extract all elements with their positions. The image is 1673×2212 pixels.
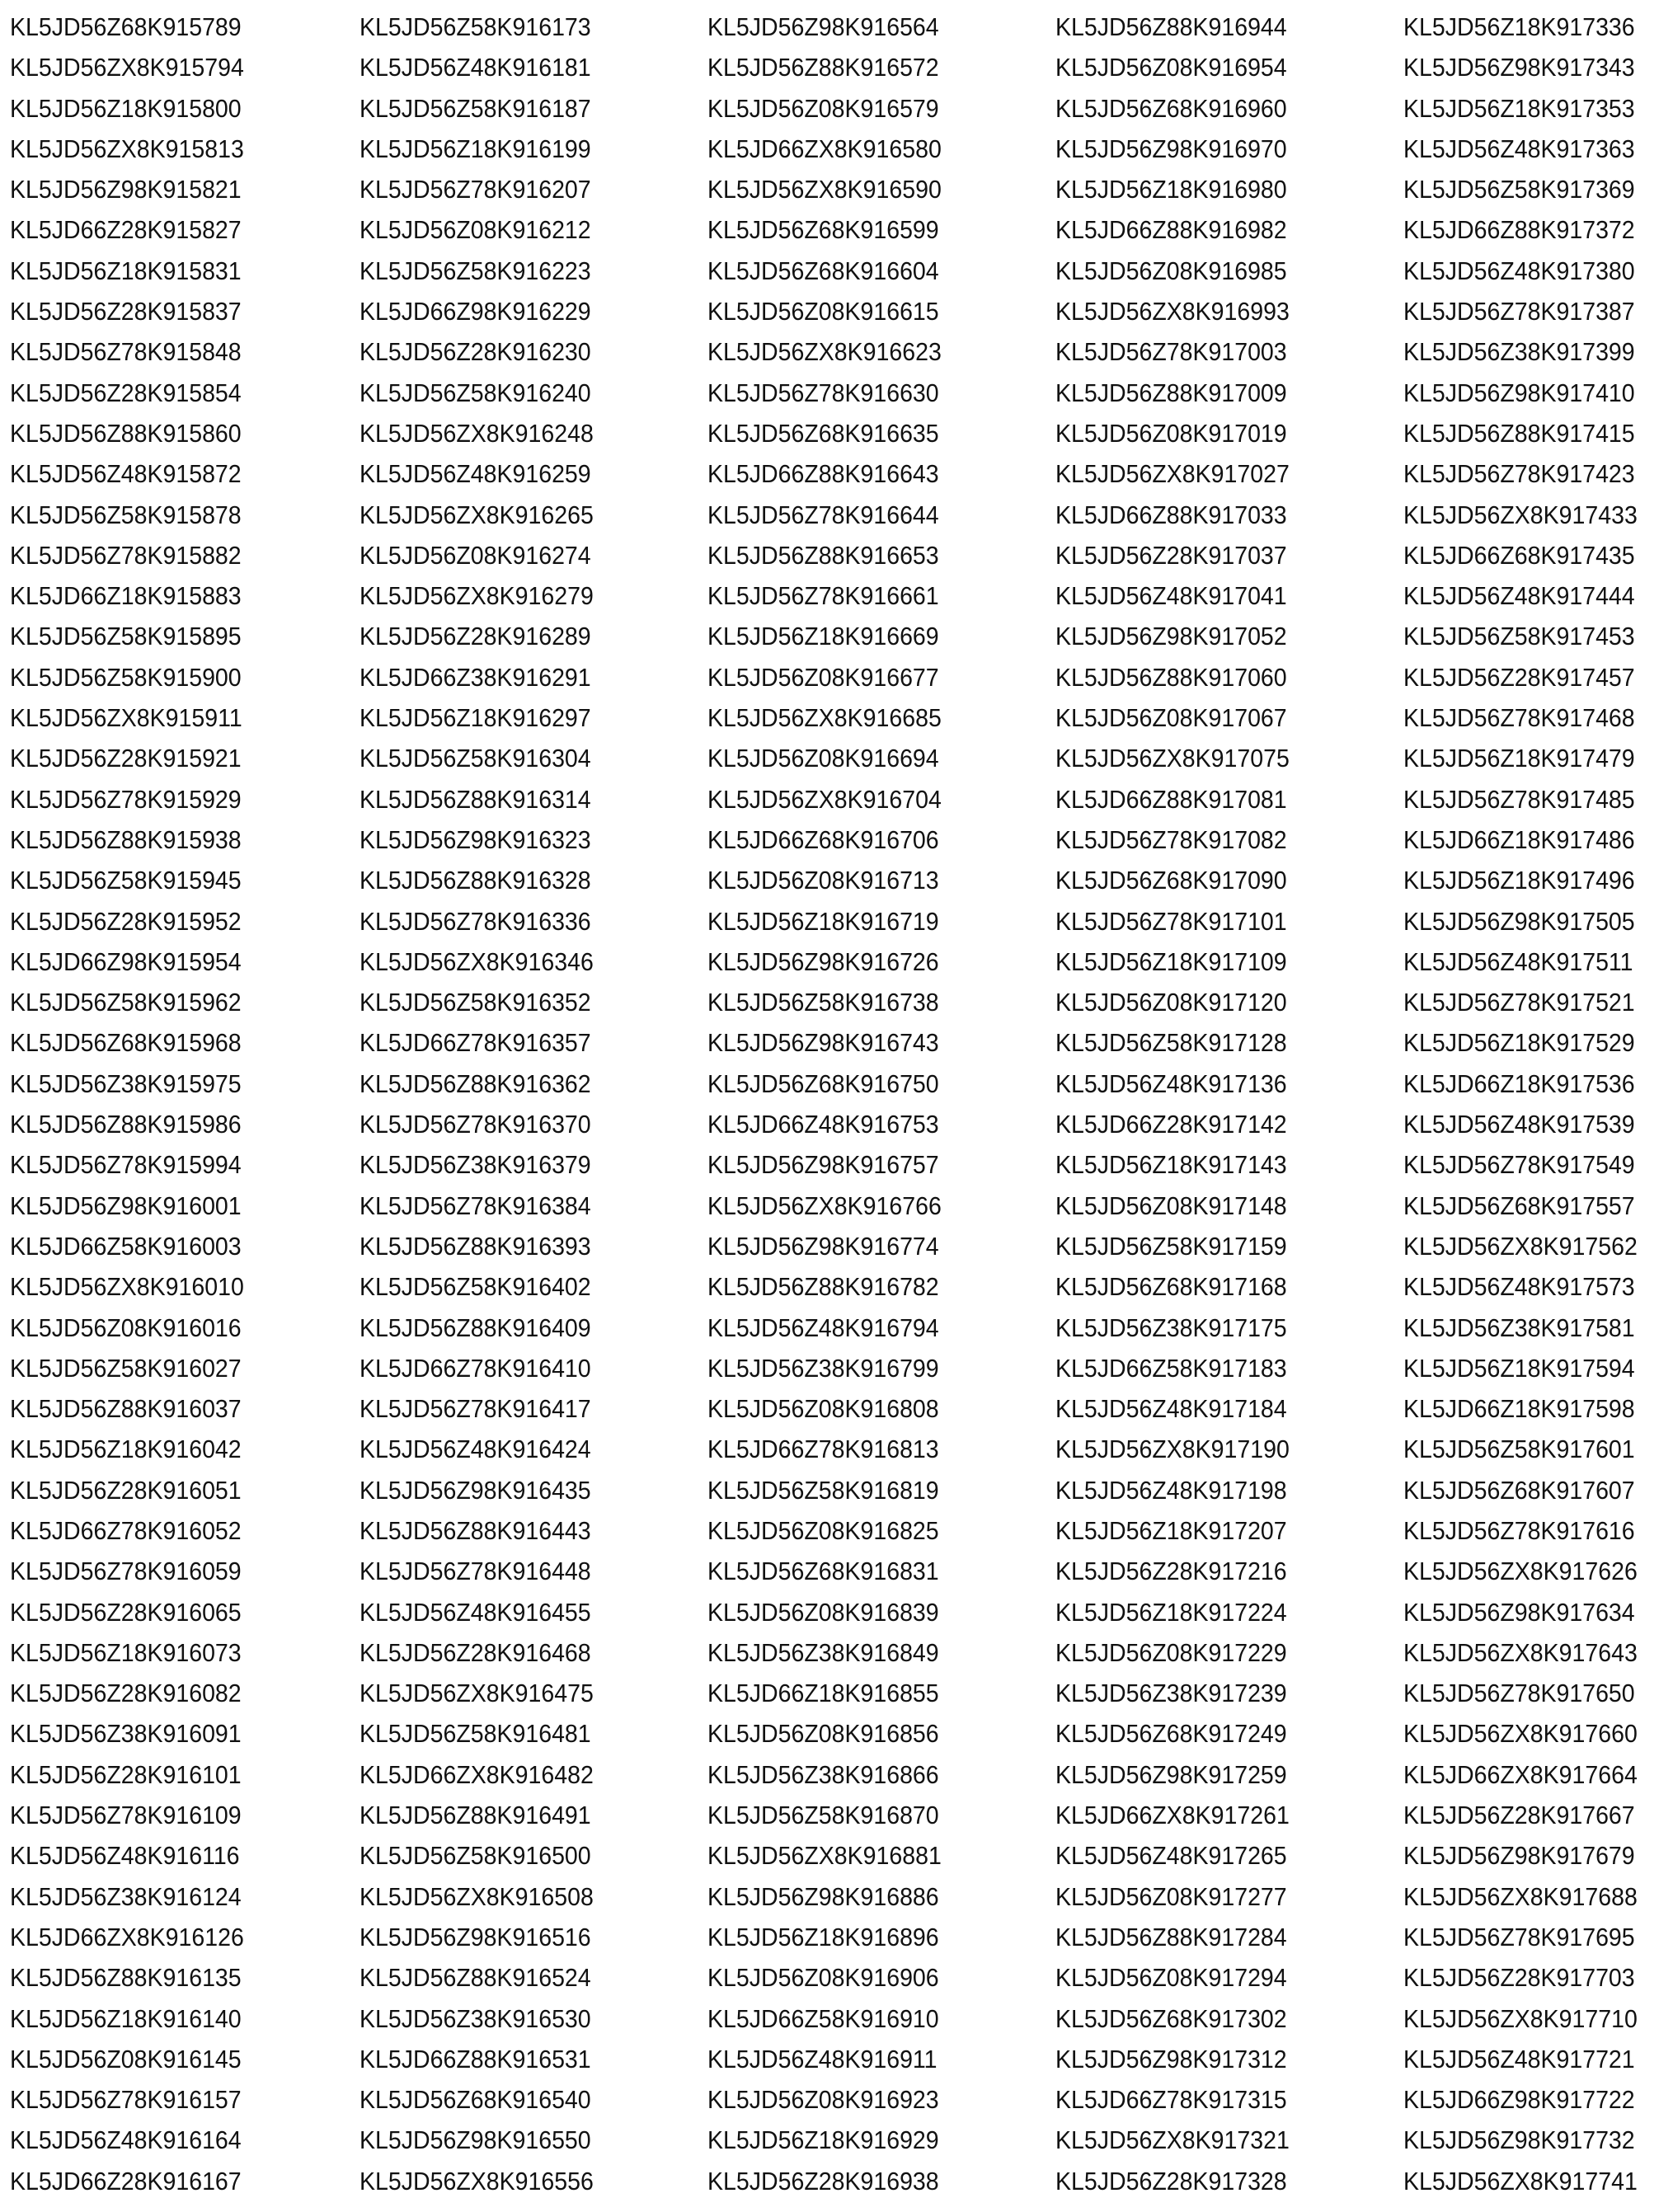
- vin-entry: KL5JD56ZX8K916685: [707, 703, 942, 733]
- vin-entry: KL5JD56Z98K917343: [1403, 53, 1635, 82]
- vin-entry: KL5JD56Z18K916297: [360, 703, 591, 733]
- vin-entry: KL5JD56Z78K917101: [1055, 906, 1287, 936]
- vin-entry: KL5JD66Z68K917435: [1403, 540, 1635, 570]
- vin-entry: KL5JD56Z68K917090: [1055, 866, 1287, 895]
- vin-entry: KL5JD56Z38K916799: [707, 1353, 939, 1383]
- vin-entry: KL5JD56Z78K916157: [10, 2085, 242, 2115]
- vin-entry: KL5JD56Z58K916027: [10, 1353, 242, 1383]
- vin-entry: KL5JD56Z48K917380: [1403, 256, 1635, 285]
- vin-entry: KL5JD56Z08K916694: [707, 744, 939, 773]
- vin-entry: KL5JD56Z08K916923: [707, 2085, 939, 2115]
- vin-entry: KL5JD56Z68K916604: [707, 256, 939, 285]
- vin-entry: KL5JD56Z88K916524: [360, 1963, 591, 1993]
- vin-entry: KL5JD56Z28K917216: [1055, 1557, 1287, 1586]
- vin-entry: KL5JD56Z38K916124: [10, 1881, 242, 1911]
- vin-entry: KL5JD56Z48K916116: [10, 1841, 240, 1871]
- vin-entry: KL5JD56Z48K916911: [707, 2044, 938, 2073]
- vin-entry: KL5JD56Z98K917410: [1403, 378, 1635, 407]
- vin-entry: KL5JD56Z78K917521: [1403, 988, 1635, 1017]
- vin-entry: KL5JD56Z18K917594: [1403, 1353, 1635, 1383]
- vin-entry: KL5JD66ZX8K917261: [1055, 1801, 1290, 1830]
- vin-entry: KL5JD56Z08K917229: [1055, 1637, 1287, 1667]
- vin-entry: KL5JD56Z78K915848: [10, 337, 242, 367]
- vin-entry: KL5JD66Z78K916052: [10, 1515, 242, 1545]
- vin-entry: KL5JD56Z08K916808: [707, 1394, 939, 1424]
- vin-entry: KL5JD56Z58K915900: [10, 662, 242, 692]
- vin-entry: KL5JD56Z38K916091: [10, 1719, 242, 1749]
- vin-entry: KL5JD56Z98K917505: [1403, 906, 1635, 936]
- vin-entry: KL5JD56ZX8K915813: [10, 134, 244, 163]
- vin-entry: KL5JD56Z78K916207: [360, 175, 591, 204]
- vin-entry: KL5JD66Z98K915954: [10, 946, 242, 976]
- vin-entry: KL5JD66Z48K916753: [707, 1110, 939, 1139]
- vin-entry: KL5JD56Z68K916635: [707, 418, 939, 448]
- vin-entry: KL5JD56ZX8K916010: [10, 1272, 244, 1302]
- vin-entry: KL5JD56Z68K916831: [707, 1557, 939, 1586]
- vin-entry: KL5JD56Z18K917109: [1055, 946, 1287, 976]
- vin-entry: KL5JD56ZX8K917643: [1403, 1637, 1638, 1667]
- vin-entry: KL5JD56Z48K917198: [1055, 1475, 1287, 1505]
- vin-entry: KL5JD56Z08K916615: [707, 297, 939, 326]
- vin-entry: KL5JD56Z58K916240: [360, 378, 591, 407]
- vin-entry: KL5JD56Z58K916481: [360, 1719, 591, 1749]
- vin-entry: KL5JD56ZX8K917321: [1055, 2125, 1290, 2155]
- vin-entry: KL5JD56ZX8K916556: [360, 2166, 594, 2196]
- vin-entry: KL5JD56Z98K916757: [707, 1150, 939, 1180]
- vin-entry: KL5JD56Z78K917003: [1055, 337, 1287, 367]
- vin-entry: KL5JD56Z18K917353: [1403, 93, 1635, 123]
- vin-entry: KL5JD56Z48K916259: [360, 459, 591, 489]
- vin-entry: KL5JD56Z58K915945: [10, 866, 242, 895]
- vin-entry: KL5JD66Z88K916643: [707, 459, 939, 489]
- vin-entry: KL5JD56Z08K916677: [707, 662, 939, 692]
- vin-entry: KL5JD56Z98K916726: [707, 946, 939, 976]
- vin-entry: KL5JD56Z88K915938: [10, 824, 242, 854]
- vin-entry: KL5JD56Z98K917259: [1055, 1759, 1287, 1789]
- vin-entry: KL5JD56Z78K915994: [10, 1150, 242, 1180]
- vin-entry: KL5JD66Z18K915883: [10, 581, 242, 611]
- vin-entry: KL5JD56Z28K917457: [1403, 662, 1635, 692]
- vin-entry: KL5JD56ZX8K917433: [1403, 500, 1638, 529]
- vin-entry: KL5JD56Z88K916944: [1055, 12, 1287, 41]
- vin-entry: KL5JD56Z08K916579: [707, 93, 939, 123]
- vin-entry: KL5JD56Z88K916328: [360, 866, 591, 895]
- vin-entry: KL5JD56Z78K917650: [1403, 1679, 1635, 1708]
- vin-entry: KL5JD56ZX8K917688: [1403, 1881, 1638, 1911]
- vin-entry: KL5JD56Z48K917136: [1055, 1068, 1287, 1098]
- vin-entry: KL5JD56Z98K916516: [360, 1922, 591, 1951]
- vin-entry: KL5JD56ZX8K916248: [360, 418, 594, 448]
- vin-entry: KL5JD56Z68K915789: [10, 12, 242, 41]
- vin-entry: KL5JD56ZX8K917075: [1055, 744, 1290, 773]
- vin-entry: KL5JD56Z88K915986: [10, 1110, 242, 1139]
- vin-entry: KL5JD56ZX8K915911: [10, 703, 242, 733]
- vin-entry: KL5JD56Z08K916839: [707, 1597, 939, 1627]
- vin-entry: KL5JD56Z18K916669: [707, 622, 939, 651]
- vin-entry: KL5JD56Z18K916140: [10, 2003, 242, 2033]
- vin-entry: KL5JD56Z88K916782: [707, 1272, 939, 1302]
- vin-entry: KL5JD56Z78K915929: [10, 784, 242, 814]
- vin-entry: KL5JD56Z78K916644: [707, 500, 939, 529]
- vin-entry: KL5JD56Z88K916037: [10, 1394, 242, 1424]
- vin-entry: KL5JD56Z18K916199: [360, 134, 591, 163]
- vin-entry: KL5JD56Z88K916362: [360, 1068, 591, 1098]
- vin-entry: KL5JD56Z98K916774: [707, 1231, 939, 1261]
- vin-entry: KL5JD56Z78K916370: [360, 1110, 591, 1139]
- vin-entry: KL5JD56Z88K917415: [1403, 418, 1635, 448]
- vin-entry: KL5JD56Z68K916960: [1055, 93, 1287, 123]
- vin-column-1: [10, 7, 265, 2201]
- vin-entry: KL5JD56Z18K917336: [1403, 12, 1635, 41]
- vin-entry: KL5JD66ZX8K917664: [1403, 1759, 1638, 1789]
- vin-entry: KL5JD56Z88K917284: [1055, 1922, 1287, 1951]
- vin-entry: KL5JD56Z08K917019: [1055, 418, 1287, 448]
- vin-entry: KL5JD66Z58K916003: [10, 1231, 242, 1261]
- vin-column-2: [360, 7, 614, 2201]
- vin-entry: KL5JD56Z18K916042: [10, 1435, 242, 1464]
- vin-entry: KL5JD56Z68K917249: [1055, 1719, 1287, 1749]
- vin-entry: KL5JD56Z78K917616: [1403, 1515, 1635, 1545]
- vin-entry: KL5JD56Z98K916550: [360, 2125, 591, 2155]
- vin-entry: KL5JD56Z58K915962: [10, 988, 242, 1017]
- vin-entry: KL5JD56ZX8K916590: [707, 175, 942, 204]
- vin-entry: KL5JD56Z98K917634: [1403, 1597, 1635, 1627]
- vin-entry: KL5JD56Z48K917265: [1055, 1841, 1287, 1871]
- vin-entry: KL5JD56ZX8K917710: [1403, 2003, 1638, 2033]
- vin-entry: KL5JD56Z28K917328: [1055, 2166, 1287, 2196]
- vin-entry: KL5JD56Z48K916455: [360, 1597, 591, 1627]
- vin-entry: KL5JD56Z18K916896: [707, 1922, 939, 1951]
- vin-entry: KL5JD56Z78K916448: [360, 1557, 591, 1586]
- vin-entry: KL5JD56Z48K916424: [360, 1435, 591, 1464]
- vin-entry: KL5JD56Z08K917148: [1055, 1191, 1287, 1220]
- vin-entry: KL5JD56Z38K916866: [707, 1759, 939, 1789]
- vin-entry: KL5JD56Z58K917453: [1403, 622, 1635, 651]
- vin-entry: KL5JD56Z78K916059: [10, 1557, 242, 1586]
- vin-entry: KL5JD56Z08K916212: [360, 215, 591, 245]
- vin-entry: KL5JD56Z58K916402: [360, 1272, 591, 1302]
- vin-entry: KL5JD56Z58K915878: [10, 500, 242, 529]
- vin-entry: KL5JD56Z38K916849: [707, 1637, 939, 1667]
- vin-entry: KL5JD56Z48K917363: [1403, 134, 1635, 163]
- vin-entry: KL5JD56Z18K917479: [1403, 744, 1635, 773]
- vin-entry: KL5JD56Z48K916794: [707, 1313, 939, 1342]
- vin-entry: KL5JD56Z78K917387: [1403, 297, 1635, 326]
- vin-entry: KL5JD66Z38K916291: [360, 662, 591, 692]
- vin-entry: KL5JD56Z78K916109: [10, 1801, 242, 1830]
- vin-entry: KL5JD66Z28K916167: [10, 2166, 242, 2196]
- vin-entry: KL5JD66Z18K917486: [1403, 824, 1635, 854]
- vin-entry: KL5JD66Z58K916910: [707, 2003, 939, 2033]
- vin-entry: KL5JD56Z48K917041: [1055, 581, 1287, 611]
- vin-entry: KL5JD56Z88K916393: [360, 1231, 591, 1261]
- vin-entry: KL5JD56ZX8K916279: [360, 581, 594, 611]
- vin-entry: KL5JD66ZX8K916482: [360, 1759, 594, 1789]
- vin-entry: KL5JD56Z08K916856: [707, 1719, 939, 1749]
- vin-entry: KL5JD56ZX8K916265: [360, 500, 594, 529]
- vin-entry: KL5JD56Z88K915860: [10, 418, 242, 448]
- vin-entry: KL5JD56Z78K915882: [10, 540, 242, 570]
- vin-entry: KL5JD56Z98K916001: [10, 1191, 242, 1220]
- vin-list-grid: [10, 7, 1667, 2206]
- vin-entry: KL5JD66Z88K917372: [1403, 215, 1635, 245]
- vin-entry: KL5JD56Z98K916743: [707, 1028, 939, 1058]
- vin-entry: KL5JD56ZX8K917660: [1403, 1719, 1638, 1749]
- vin-entry: KL5JD56Z58K915895: [10, 622, 242, 651]
- vin-entry: KL5JD56Z78K917082: [1055, 824, 1287, 854]
- vin-entry: KL5JD56Z58K916304: [360, 744, 591, 773]
- vin-entry: KL5JD56ZX8K916881: [707, 1841, 942, 1871]
- vin-entry: KL5JD56Z88K917009: [1055, 378, 1287, 407]
- vin-entry: KL5JD56Z18K915800: [10, 93, 242, 123]
- vin-entry: KL5JD66Z88K916531: [360, 2044, 591, 2073]
- vin-entry: KL5JD66Z88K917033: [1055, 500, 1287, 529]
- vin-entry: KL5JD56Z38K917175: [1055, 1313, 1287, 1342]
- vin-entry: KL5JD66Z18K917598: [1403, 1394, 1635, 1424]
- vin-entry: KL5JD56Z18K917496: [1403, 866, 1635, 895]
- vin-entry: KL5JD56Z18K917143: [1055, 1150, 1287, 1180]
- vin-entry: KL5JD56Z58K916352: [360, 988, 591, 1017]
- vin-entry: KL5JD56Z58K916870: [707, 1801, 939, 1830]
- vin-entry: KL5JD56Z68K916540: [360, 2085, 591, 2115]
- vin-entry: KL5JD56Z78K916417: [360, 1394, 591, 1424]
- vin-entry: KL5JD56Z28K915952: [10, 906, 242, 936]
- vin-entry: KL5JD56Z28K916468: [360, 1637, 591, 1667]
- vin-entry: KL5JD56Z68K917557: [1403, 1191, 1635, 1220]
- vin-entry: KL5JD56Z88K916135: [10, 1963, 242, 1993]
- vin-entry: KL5JD56Z28K916289: [360, 622, 591, 651]
- vin-entry: KL5JD56Z88K916314: [360, 784, 591, 814]
- vin-entry: KL5JD66Z18K916855: [707, 1679, 939, 1708]
- vin-entry: KL5JD56Z78K916336: [360, 906, 591, 936]
- vin-entry: KL5JD56ZX8K916346: [360, 946, 594, 976]
- vin-entry: KL5JD56Z48K915872: [10, 459, 242, 489]
- vin-entry: KL5JD56Z28K917037: [1055, 540, 1287, 570]
- vin-entry: KL5JD56ZX8K916993: [1055, 297, 1290, 326]
- vin-entry: KL5JD56Z68K917607: [1403, 1475, 1635, 1505]
- vin-entry: KL5JD56Z18K917207: [1055, 1515, 1287, 1545]
- vin-entry: KL5JD56Z98K917312: [1055, 2044, 1287, 2073]
- vin-entry: KL5JD56Z68K916750: [707, 1068, 939, 1098]
- vin-entry: KL5JD56Z38K917239: [1055, 1679, 1287, 1708]
- vin-entry: KL5JD66Z78K916813: [707, 1435, 939, 1464]
- vin-entry: KL5JD56Z08K916954: [1055, 53, 1287, 82]
- vin-entry: KL5JD56Z58K917601: [1403, 1435, 1635, 1464]
- vin-entry: KL5JD56Z28K915921: [10, 744, 242, 773]
- vin-entry: KL5JD56Z08K917277: [1055, 1881, 1287, 1911]
- vin-entry: KL5JD56Z98K916886: [707, 1881, 939, 1911]
- vin-entry: KL5JD56Z38K916530: [360, 2003, 591, 2033]
- vin-entry: KL5JD56Z18K916719: [707, 906, 939, 936]
- vin-entry: KL5JD56Z28K916082: [10, 1679, 242, 1708]
- vin-entry: KL5JD56Z78K917468: [1403, 703, 1635, 733]
- vin-entry: KL5JD66Z78K917315: [1055, 2085, 1287, 2115]
- vin-entry: KL5JD56Z68K916599: [707, 215, 939, 245]
- vin-entry: KL5JD56Z08K916713: [707, 866, 939, 895]
- vin-entry: KL5JD56Z78K916661: [707, 581, 939, 611]
- vin-entry: KL5JD56Z08K917294: [1055, 1963, 1287, 1993]
- vin-entry: KL5JD56Z38K916379: [360, 1150, 591, 1180]
- vin-entry: KL5JD56Z38K915975: [10, 1068, 242, 1098]
- vin-entry: KL5JD56ZX8K916623: [707, 337, 942, 367]
- vin-entry: KL5JD66Z28K917142: [1055, 1110, 1287, 1139]
- vin-entry: KL5JD56Z48K917539: [1403, 1110, 1635, 1139]
- vin-entry: KL5JD56Z58K916173: [360, 12, 591, 41]
- vin-entry: KL5JD56Z98K917732: [1403, 2125, 1635, 2155]
- vin-entry: KL5JD56Z78K917695: [1403, 1922, 1635, 1951]
- vin-entry: KL5JD56Z68K915968: [10, 1028, 242, 1058]
- vin-entry: KL5JD56Z08K916016: [10, 1313, 242, 1342]
- vin-entry: KL5JD66Z18K917536: [1403, 1068, 1635, 1098]
- vin-entry: KL5JD56Z08K916906: [707, 1963, 939, 1993]
- vin-entry: KL5JD56Z28K916065: [10, 1597, 242, 1627]
- vin-entry: KL5JD56Z88K917060: [1055, 662, 1287, 692]
- vin-entry: KL5JD66ZX8K916126: [10, 1922, 244, 1951]
- vin-entry: KL5JD56Z08K916145: [10, 2044, 242, 2073]
- vin-entry: KL5JD56Z08K917067: [1055, 703, 1287, 733]
- vin-entry: KL5JD56ZX8K917027: [1055, 459, 1290, 489]
- vin-entry: KL5JD56Z58K917369: [1403, 175, 1635, 204]
- vin-entry: KL5JD56Z98K917679: [1403, 1841, 1635, 1871]
- vin-entry: KL5JD56Z28K915854: [10, 378, 242, 407]
- vin-entry: KL5JD56Z18K915831: [10, 256, 242, 285]
- vin-entry: KL5JD56Z68K917168: [1055, 1272, 1287, 1302]
- vin-entry: KL5JD56Z58K916819: [707, 1475, 939, 1505]
- vin-entry: KL5JD56Z28K916938: [707, 2166, 939, 2196]
- vin-entry: KL5JD56Z58K916187: [360, 93, 591, 123]
- vin-entry: KL5JD56Z08K917120: [1055, 988, 1287, 1017]
- vin-entry: KL5JD56Z48K916181: [360, 53, 591, 82]
- vin-entry: KL5JD56Z98K916564: [707, 12, 939, 41]
- vin-entry: KL5JD56Z28K915837: [10, 297, 242, 326]
- vin-entry: KL5JD56Z18K917224: [1055, 1597, 1287, 1627]
- vin-entry: KL5JD56Z88K916409: [360, 1313, 591, 1342]
- vin-entry: KL5JD56Z78K916384: [360, 1191, 591, 1220]
- vin-entry: KL5JD56Z88K916443: [360, 1515, 591, 1545]
- vin-entry: KL5JD56ZX8K916508: [360, 1881, 594, 1911]
- vin-entry: KL5JD56Z08K916274: [360, 540, 591, 570]
- vin-entry: KL5JD56Z58K916738: [707, 988, 939, 1017]
- vin-entry: KL5JD56Z28K916101: [10, 1759, 242, 1789]
- vin-column-5: [1403, 7, 1658, 2201]
- vin-entry: KL5JD56Z98K915821: [10, 175, 242, 204]
- vin-entry: KL5JD66Z28K915827: [10, 215, 242, 245]
- vin-entry: KL5JD56Z18K916073: [10, 1637, 242, 1667]
- vin-entry: KL5JD56Z38K917581: [1403, 1313, 1635, 1342]
- vin-entry: KL5JD56ZX8K917190: [1055, 1435, 1290, 1464]
- vin-entry: KL5JD56Z48K917184: [1055, 1394, 1287, 1424]
- vin-entry: KL5JD66Z88K917081: [1055, 784, 1287, 814]
- vin-entry: KL5JD56Z88K916491: [360, 1801, 591, 1830]
- vin-entry: KL5JD56Z78K916630: [707, 378, 939, 407]
- vin-column-3: [707, 7, 962, 2201]
- vin-entry: KL5JD56ZX8K917741: [1403, 2166, 1638, 2196]
- vin-entry: KL5JD56Z48K917444: [1403, 581, 1635, 611]
- vin-entry: KL5JD56Z98K916323: [360, 824, 591, 854]
- vin-entry: KL5JD56Z38K917399: [1403, 337, 1635, 367]
- vin-entry: KL5JD56ZX8K916704: [707, 784, 942, 814]
- vin-entry: KL5JD56Z28K916051: [10, 1475, 242, 1505]
- vin-entry: KL5JD56ZX8K915794: [10, 53, 244, 82]
- vin-entry: KL5JD56Z18K916980: [1055, 175, 1287, 204]
- vin-entry: KL5JD56Z88K916572: [707, 53, 939, 82]
- vin-entry: KL5JD56Z98K917052: [1055, 622, 1287, 651]
- vin-entry: KL5JD56Z18K916929: [707, 2125, 939, 2155]
- vin-entry: KL5JD56Z58K917128: [1055, 1028, 1287, 1058]
- vin-entry: KL5JD56ZX8K917626: [1403, 1557, 1638, 1586]
- vin-entry: KL5JD56ZX8K916475: [360, 1679, 594, 1708]
- vin-entry: KL5JD56Z28K917667: [1403, 1801, 1635, 1830]
- vin-entry: KL5JD56Z78K917549: [1403, 1150, 1635, 1180]
- vin-entry: KL5JD56Z58K916500: [360, 1841, 591, 1871]
- vin-entry: KL5JD56Z88K916653: [707, 540, 939, 570]
- vin-entry: KL5JD56Z28K917703: [1403, 1963, 1635, 1993]
- vin-entry: KL5JD56ZX8K917562: [1403, 1231, 1638, 1261]
- vin-column-4: [1055, 7, 1310, 2201]
- vin-entry: KL5JD66Z98K917722: [1403, 2085, 1635, 2115]
- vin-entry: KL5JD66Z78K916357: [360, 1028, 591, 1058]
- vin-entry: KL5JD56Z98K916435: [360, 1475, 591, 1505]
- vin-entry: KL5JD56Z48K916164: [10, 2125, 242, 2155]
- vin-entry: KL5JD56Z78K917485: [1403, 784, 1635, 814]
- vin-entry: KL5JD56Z08K916985: [1055, 256, 1287, 285]
- vin-entry: KL5JD56Z28K916230: [360, 337, 591, 367]
- vin-entry: KL5JD56ZX8K916766: [707, 1191, 942, 1220]
- vin-entry: KL5JD56Z58K916223: [360, 256, 591, 285]
- vin-entry: KL5JD56Z18K917529: [1403, 1028, 1635, 1058]
- vin-entry: KL5JD56Z08K916825: [707, 1515, 939, 1545]
- vin-entry: KL5JD66Z98K916229: [360, 297, 591, 326]
- vin-entry: KL5JD66Z88K916982: [1055, 215, 1287, 245]
- vin-entry: KL5JD66Z78K916410: [360, 1353, 591, 1383]
- vin-entry: KL5JD56Z58K917159: [1055, 1231, 1287, 1261]
- vin-entry: KL5JD56Z48K917511: [1403, 946, 1633, 976]
- vin-entry: KL5JD66Z58K917183: [1055, 1353, 1287, 1383]
- vin-entry: KL5JD56Z48K917721: [1403, 2044, 1635, 2073]
- vin-entry: KL5JD56Z98K916970: [1055, 134, 1287, 163]
- vin-entry: KL5JD56Z48K917573: [1403, 1272, 1635, 1302]
- vin-entry: KL5JD56Z68K917302: [1055, 2003, 1287, 2033]
- vin-entry: KL5JD66Z68K916706: [707, 824, 939, 854]
- vin-entry: KL5JD66ZX8K916580: [707, 134, 942, 163]
- vin-entry: KL5JD56Z78K917423: [1403, 459, 1635, 489]
